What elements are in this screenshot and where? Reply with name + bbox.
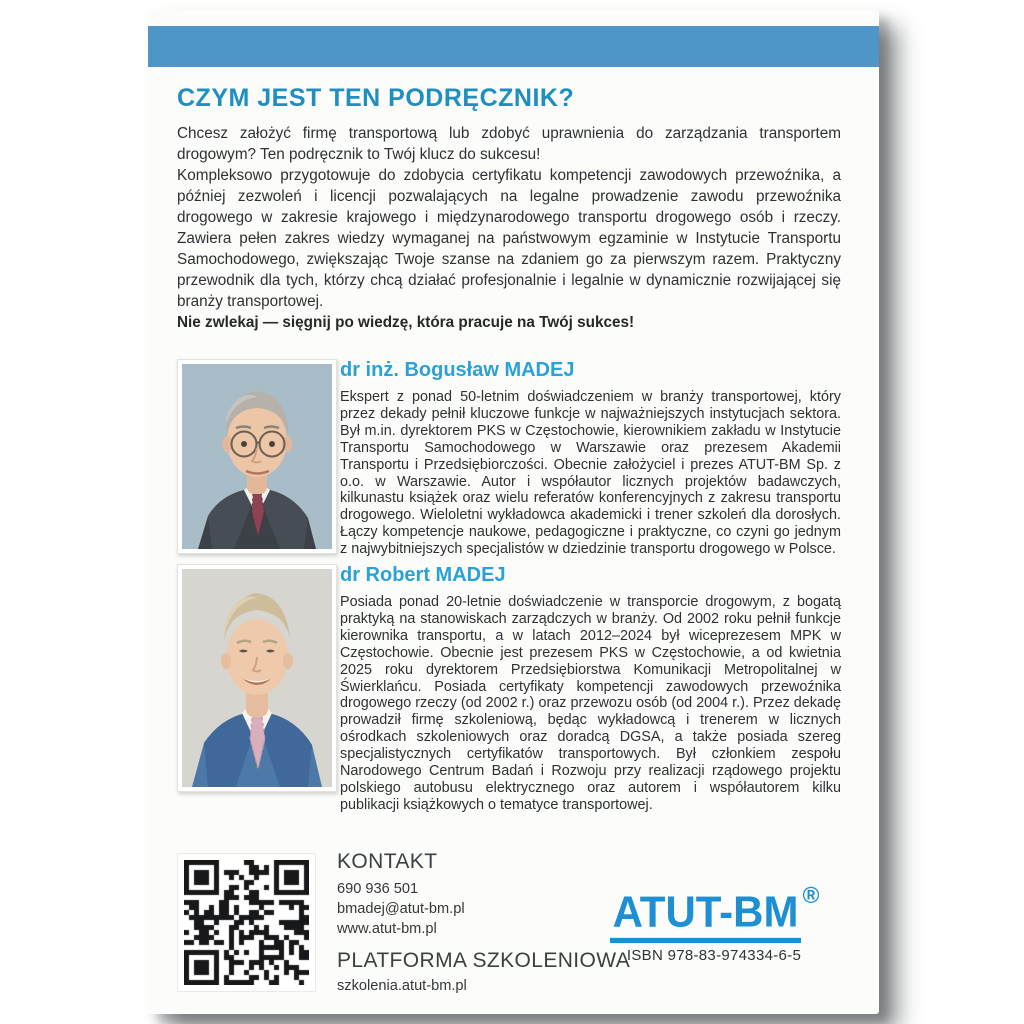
platform-url: szkolenia.atut-bm.pl: [337, 978, 467, 994]
author-photo-boguslaw-madej: [177, 359, 337, 554]
contact-phone: 690 936 501: [337, 881, 419, 897]
portrait-illustration: [182, 569, 332, 787]
author-name: dr Robert MADEJ: [340, 564, 506, 586]
author-bio: Posiada ponad 20-letnie doświadczenie w transporcie drogowym, z bogatą praktyką na stanowiskach zarządczych w branży. Od 2002 roku pełnił funkcje kierownika transportu, a w latach 2012–2024 był wiceprezesem MPK w Częstochowie. Obecnie jest prezesem PKS w Częstochowie, a od kwietnia 2025 roku dyrektorem Przedsiębiorstwa Komunikacji Metropolitalnej w Świerklańcu. Posiada certyfikaty kompetencji zawodowych przewoźnika drogowego rzeczy (od 2002 r.) oraz przewozu osób (od 2004 r.). Przez dekadę prowadził firmę szkoleniową, będąc wykładowcą i trenerem w licznych ośrodkach szkoleniowych oraz doradcą DGSA, a także posiada szereg specjalistycznych certyfikatów transportowych. Był członkiem zespołu Narodowego Centrum Badań i Rozwoju przy realizacji rządowego projektu polskiego autobusu elektrycznego oraz autorem i współautorem kilku publikacji książkowych o tematyce transportowej.: [340, 594, 841, 813]
portrait-illustration: [182, 364, 332, 549]
intro-paragraph: Kompleksowo przygotowuje do zdobycia certyfikatu kompetencji zawodowych przewoźnika, a później zezwoleń i licencji pozwalających na legalne prowadzenie zawodu przewoźnika drogowego w zakresie krajowego i międzynarodowego transportu drogowego osób i rzeczy. Zawiera pełen zakres wiedzy wymaganej na państwowym egzaminie w Instytucie Transportu Samochodowego, zwiększając Twoje szanse na zdaniem go za pierwszym razem. Praktyczny przewodnik dla tych, którzy chcą działać profesjonalnie i legalnie w dynamicznie rozwijającej się branży transportowej.: [177, 167, 841, 310]
atut-bm-logo: [610, 882, 820, 942]
qr-code: [177, 853, 316, 992]
author-text-block: [340, 564, 841, 814]
brand-block: [581, 882, 847, 964]
intro-paragraph: Chcesz założyć firmę transportową lub zdobyć uprawnienia do zarządzania transportem drogowym? Ten podręcznik to Twój klucz do sukcesu!: [177, 125, 841, 163]
author-name: dr inż. Bogusław MADEJ: [340, 359, 575, 381]
platform-heading: PLATFORMA SZKOLENIOWA: [337, 949, 631, 972]
contact-email: bmadej@atut-bm.pl: [337, 901, 465, 917]
registered-trademark-icon: ®: [802, 882, 820, 908]
author-bio: Ekspert z ponad 50-letnim doświadczeniem w branży transportowej, który przez dekady pełnił kluczowe funkcje w najważniejszych instytucjach sektora. Był m.in. dyrektorem PKS w Częstochowie, kierownikiem zakładu w Instytucie Transportu Samochodowego w Warszawie oraz prezesem Akademii Transportu i Przedsiębiorczości. Obecnie założyciel i prezes ATUT-BM Sp. z o.o. w Warszawie. Autor i współautor licznych projektów badawczych, kilkunastu książek oraz wielu referatów konferencyjnych z zakresu transportu drogowego. Wieloletni wykładowca akademicki i trener szkoleń dla dorosłych. Łączy kompetencje naukowe, pedagogiczne i praktyczne, co czyni go jednym z najwybitniejszych specjalistów w dziedzinie transportu drogowego w Polsce.: [340, 389, 841, 558]
page-title: CZYM JEST TEN PODRĘCZNIK?: [177, 84, 575, 112]
cta-text: Nie zwlekaj — sięgnij po wiedzę, która pracuje na Twój sukces!: [177, 314, 635, 331]
logo-text: ATUT-BM: [610, 887, 802, 943]
author-text-block: [340, 359, 841, 558]
footer-section: [177, 848, 850, 1003]
author-section-robert-madej: [177, 564, 841, 814]
intro-section: [177, 123, 841, 333]
book-back-cover: [148, 10, 879, 1014]
author-photo-robert-madej: [177, 564, 337, 792]
top-blue-bar: [148, 26, 879, 67]
contact-website: www.atut-bm.pl: [337, 921, 437, 937]
isbn-number: ISBN 978-83-974334-6-5: [626, 947, 802, 964]
contact-heading: KONTAKT: [337, 850, 438, 873]
author-section-boguslaw-madej: [177, 359, 841, 558]
